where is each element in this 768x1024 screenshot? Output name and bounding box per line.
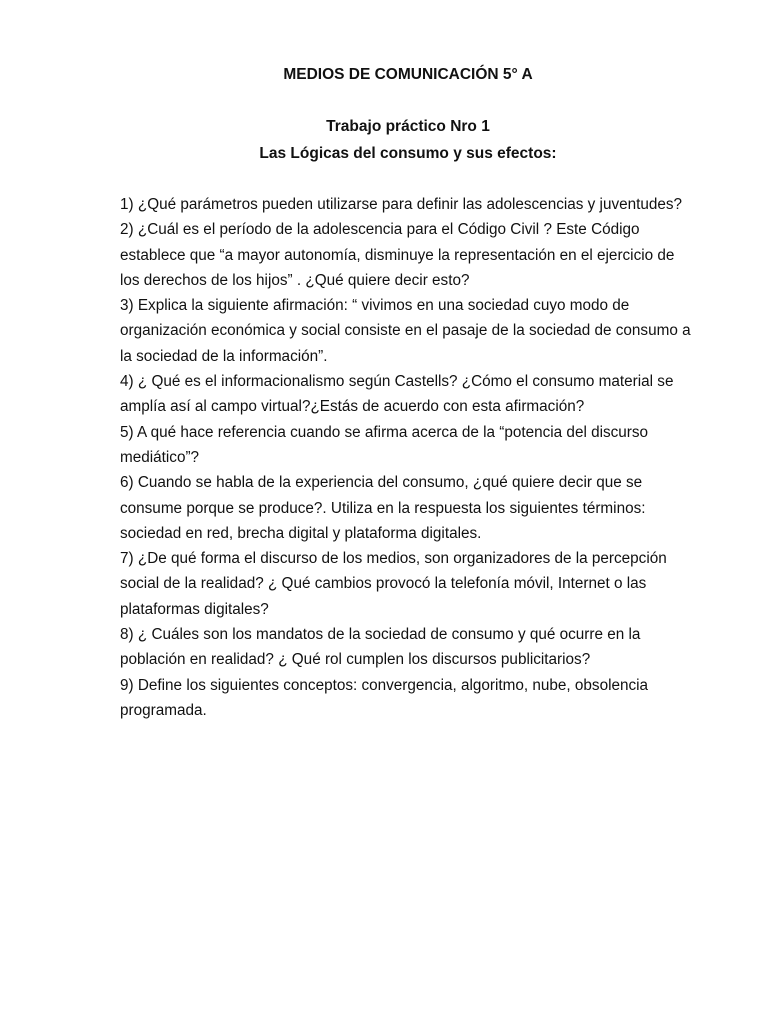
assignment-topic: Las Lógicas del consumo y sus efectos:: [259, 145, 557, 162]
question-item: 6) Cuando se habla de la experiencia del consumo, ¿qué quiere decir que se consume porque se produce?. Utiliza en la respuesta los siguientes términos: sociedad en red, brecha digital y plataforma digitales.: [120, 474, 646, 542]
question-item: 3) Explica la siguiente afirmación: “ vivimos en una sociedad cuyo modo de organización económica y social consiste en el pasaje de la sociedad de consumo a la sociedad de la información”.: [120, 297, 691, 365]
question-item: 1) ¿Qué parámetros pueden utilizarse para definir las adolescencias y juventudes?: [120, 196, 683, 213]
question-list: [120, 192, 692, 723]
question-item: 2) ¿Cuál es el período de la adolescencia para el Código Civil ? Este Código establece que “a mayor autonomía, disminuye la representación en el ejercicio de los derechos de los hijos” . ¿Qué quiere decir esto?: [120, 221, 675, 289]
question-item: 5) A qué hace referencia cuando se afirma acerca de la “potencia del discurso mediático”?: [120, 423, 649, 466]
assignment-heading: Trabajo práctico Nro 1: [326, 118, 490, 135]
question-item: 7) ¿De qué forma el discurso de los medios, son organizadores de la percepción social de la realidad? ¿ Qué cambios provocó la telefonía móvil, Internet o las plataformas digitales?: [120, 550, 667, 618]
document-title: MEDIOS DE COMUNICACIÓN 5° A: [283, 66, 533, 83]
question-item: 4) ¿ Qué es el informacionalismo según Castells? ¿Cómo el consumo material se amplía así al campo virtual?¿Estás de acuerdo con esta afirmación?: [120, 373, 674, 416]
question-item: 8) ¿ Cuáles son los mandatos de la sociedad de consumo y qué ocurre en la población en realidad? ¿ Qué rol cumplen los discursos publicitarios?: [120, 626, 641, 669]
question-item: 9) Define los siguientes conceptos: convergencia, algoritmo, nube, obsolencia programada.: [120, 676, 649, 719]
